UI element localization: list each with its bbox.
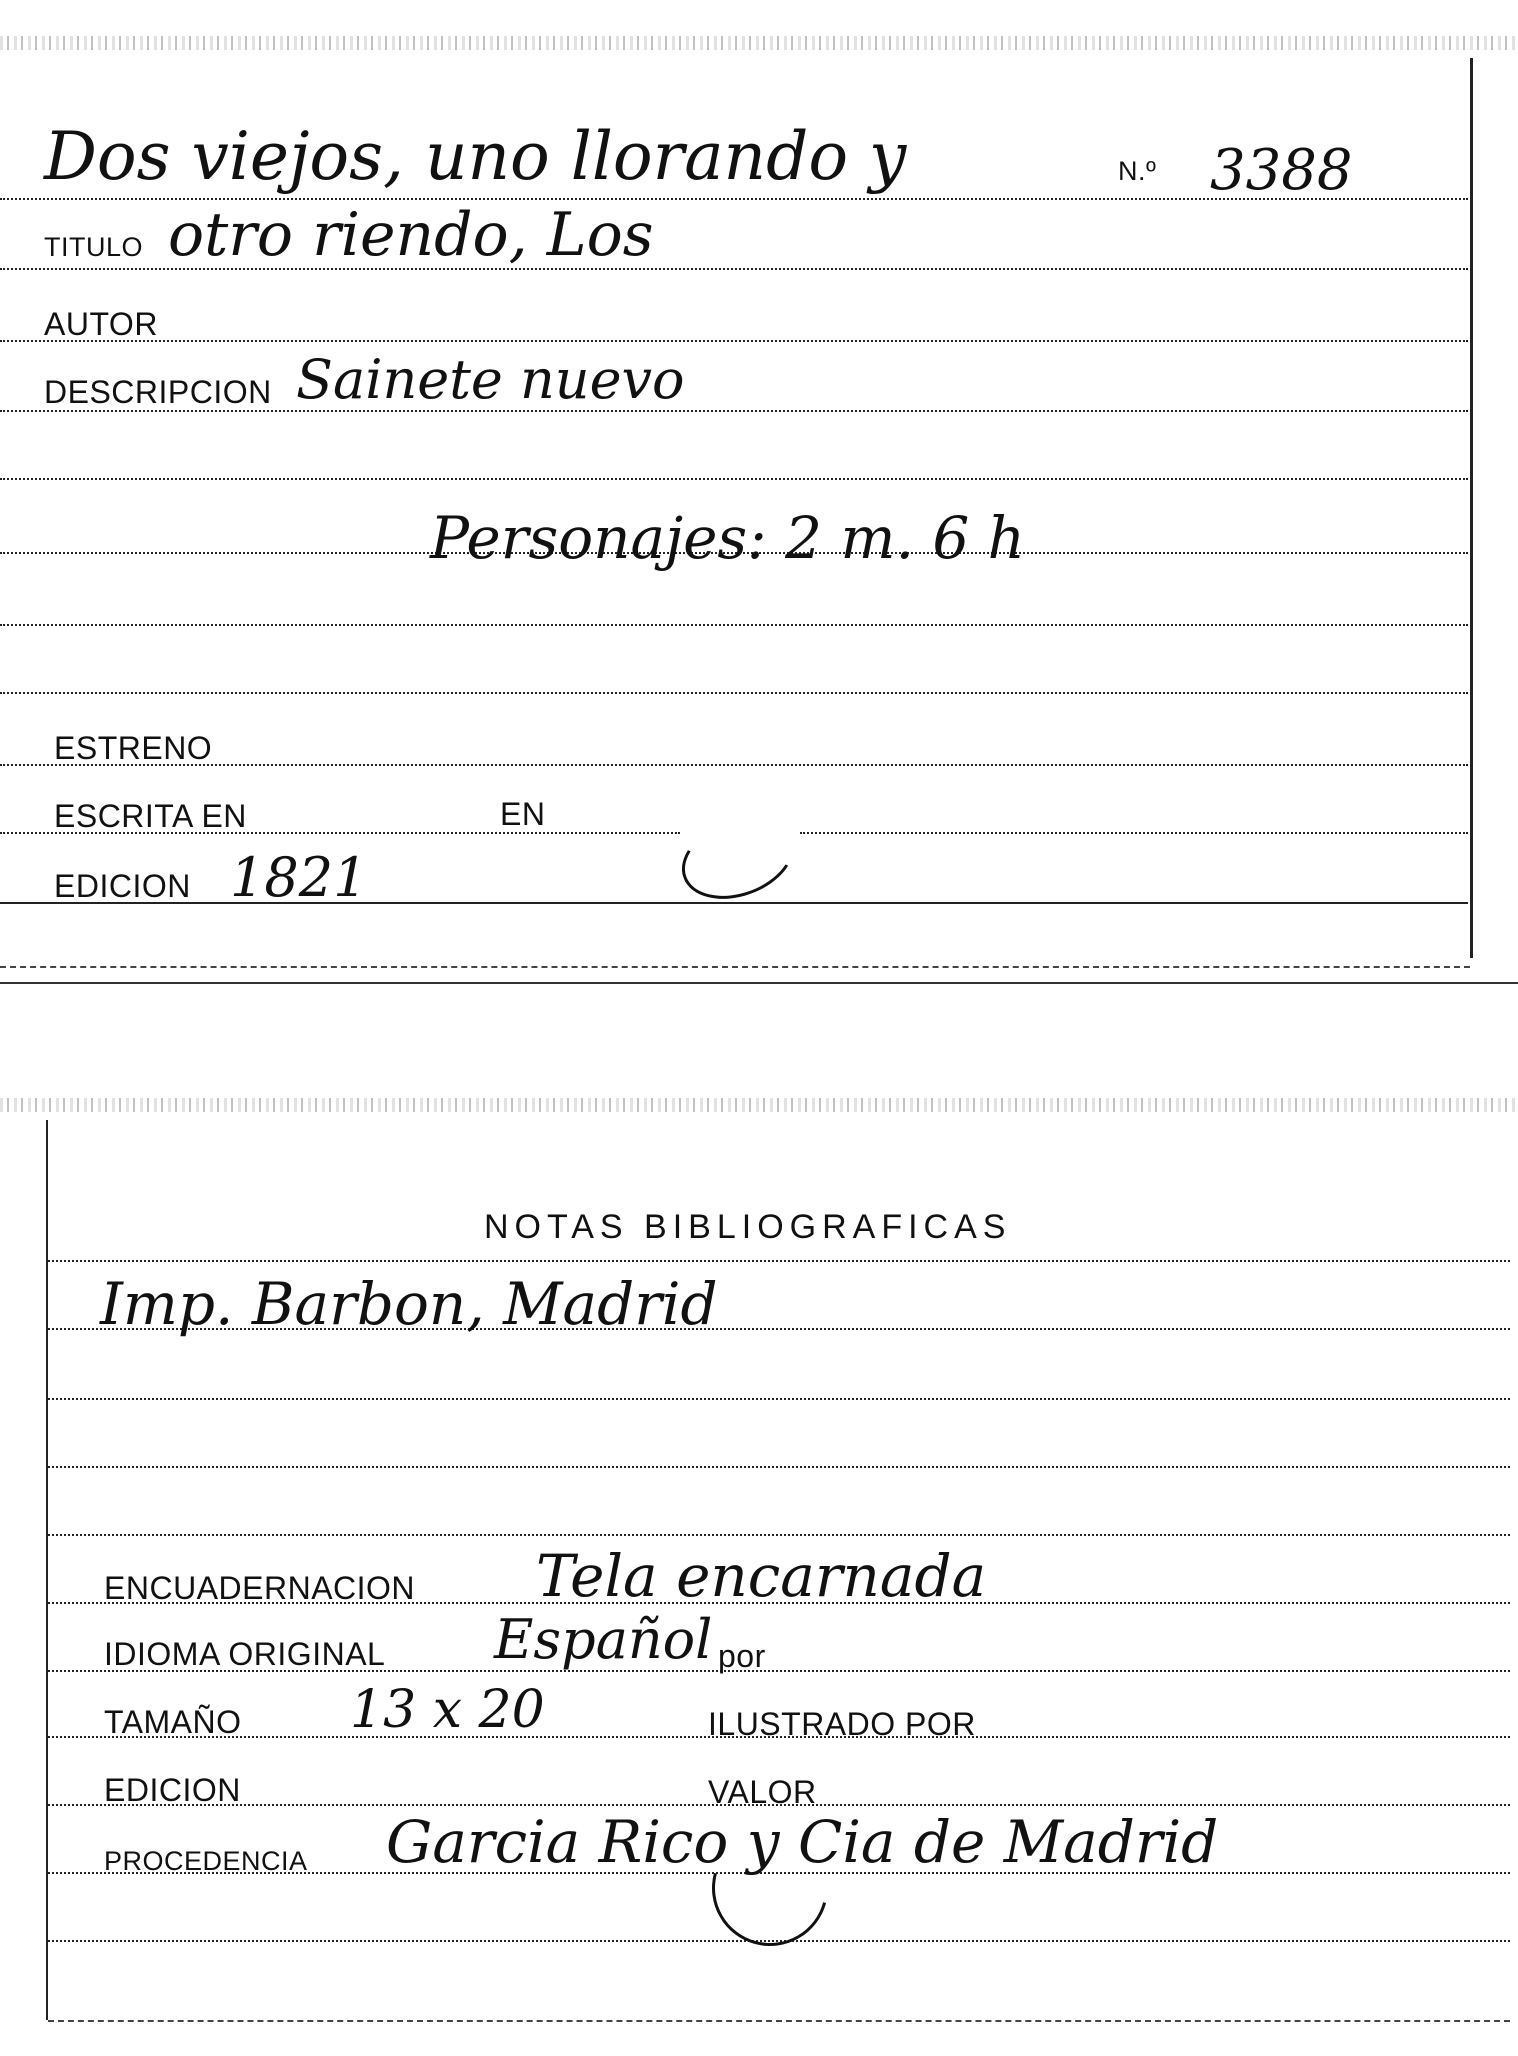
ruled-line [800,832,1468,834]
notes-heading: NOTAS BIBLIOGRAFICAS [484,1208,1012,1246]
ruled-line [48,1534,1510,1536]
edition-label: EDICION [54,868,191,904]
ruled-line [0,764,1468,766]
title-label: TITULO [44,232,144,262]
catalog-card-lower [0,1090,1518,2050]
description-label: DESCRIPCION [44,374,272,410]
written-in-label: ESCRITA EN [54,798,247,834]
characters-note: Personajes: 2 m. 6 h [430,504,1026,572]
note-line-1: Imp. Barbon, Madrid [100,1270,718,1338]
provenance-label: PROCEDENCIA [104,1846,308,1876]
card-separator [0,982,1518,984]
binding-value: Tela encarnada [536,1542,987,1610]
number-label: N.º [1118,156,1157,186]
size-label: TAMAÑO [104,1704,242,1740]
card-bottom-edge [48,2020,1510,2022]
ruled-line [48,1260,1510,1262]
ruled-line [0,340,1468,342]
binding-label: ENCUADERNACION [104,1570,416,1606]
language-value: Español [494,1608,713,1671]
by-label: por [718,1638,766,1674]
ruled-line [0,478,1468,480]
premiere-label: ESTRENO [54,730,213,766]
written-en-label: EN [500,796,546,832]
title-line-1: Dos viejos, uno llorando y [44,118,907,195]
author-label: AUTOR [44,306,158,342]
ruled-line [0,902,1468,904]
description-value: Sainete nuevo [296,348,685,411]
catalog-card-upper [0,0,1518,980]
edition-value: 1821 [230,846,368,909]
ruled-line [48,1398,1510,1400]
language-label: IDIOMA ORIGINAL [104,1636,386,1672]
number-value: 3388 [1210,138,1353,203]
provenance-value: Garcia Rico y Cia de Madrid [386,1808,1219,1876]
value-label: VALOR [708,1774,817,1810]
size-value: 13 x 20 [350,1680,545,1740]
ruled-line [0,624,1468,626]
card-bottom-edge [0,966,1470,968]
title-line-2: otro riendo, Los [168,200,654,270]
edition-label-lower: EDICION [104,1772,241,1808]
illustrated-label: ILUSTRADO POR [708,1706,976,1742]
ruled-line [0,692,1468,694]
ruled-line [48,1466,1510,1468]
